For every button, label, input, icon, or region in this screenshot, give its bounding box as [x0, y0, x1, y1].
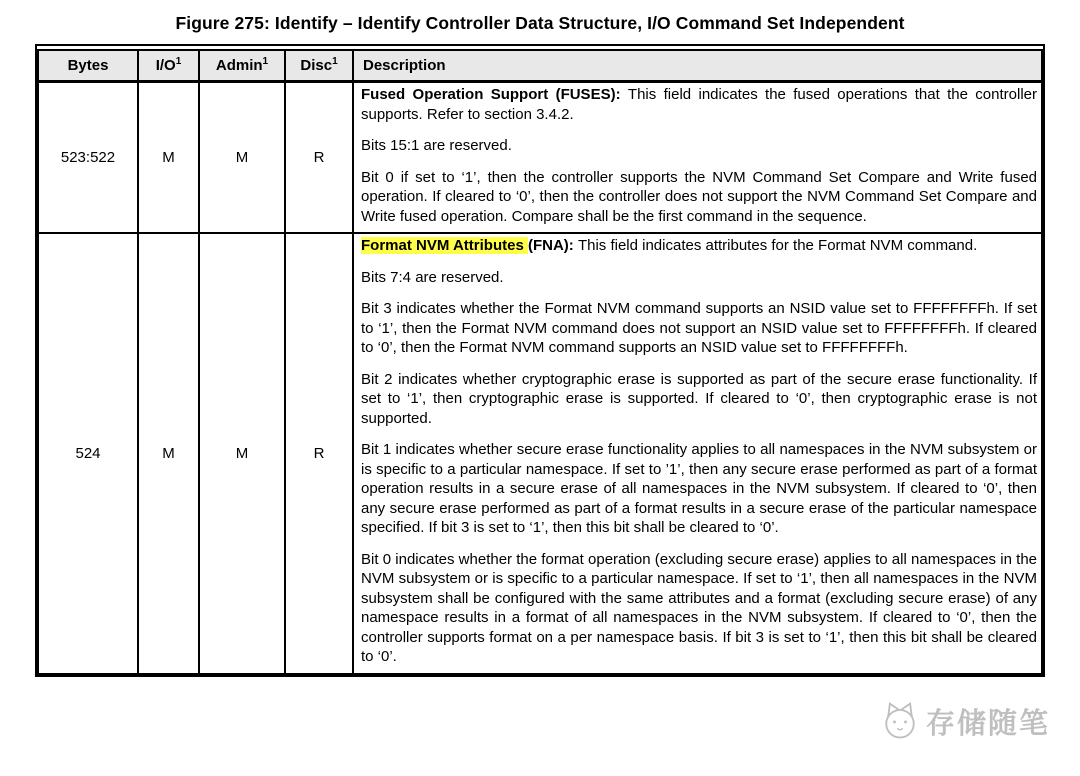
disc-cell: R — [285, 233, 353, 674]
column-header-label: Admin — [215, 57, 263, 74]
disc-cell: R — [285, 82, 353, 234]
column-header-io — [138, 50, 199, 82]
description-text: Bit 0 indicates whether the format operation (excluding secure erase) applies to all namespaces in the NVM subsystem or is specific to a particular namespace. If set to ‘1’, then all namespaces in the NVM subsystem shall be configured with the same attributes and a format (excluding secure erase) of any namespace results in a format of all namespaces in the NVM subsystem. If cleared to ‘0’, then the controller supports format on a per namespace basis. If bit 3 is set to ‘1’, then this bit shall be cleared to ‘0’. — [361, 550, 1037, 665]
highlighted-field-name: Format NVM Attributes — [361, 237, 528, 254]
description-paragraph — [361, 268, 1037, 288]
bytes-cell: 523:522 — [38, 82, 138, 234]
column-header-label: I/O — [155, 57, 176, 74]
description-cell — [353, 82, 1042, 234]
field-name: (FNA): — [527, 237, 578, 254]
description-paragraph — [361, 550, 1037, 667]
column-header-label: Bytes — [67, 57, 109, 74]
description-text: Bit 3 indicates whether the Format NVM command supports an NSID value set to FFFFFFFFh. If set to ‘1’, then the Format NVM command does not support an NSID value set to FFFFFFFFh. If cleared to ‘0’, then the Format NVM command supports an NSID value set to FFFFFFFFh. — [361, 300, 1037, 356]
description-text: Bits 15:1 are reserved. — [361, 137, 512, 154]
description-text: This field indicates attributes for the Format NVM command. — [577, 237, 978, 254]
admin-cell: M — [199, 233, 285, 674]
column-header-bytes — [38, 50, 138, 82]
description-paragraph — [361, 168, 1037, 227]
figure-title: Figure 275: Identify – Identify Controller Data Structure, I/O Command Set Independent — [175, 13, 905, 33]
description-paragraph — [361, 236, 1037, 256]
column-header-admin — [199, 50, 285, 82]
column-header-footnote: 1 — [262, 56, 269, 67]
bytes-cell: 524 — [38, 233, 138, 674]
io-cell: M — [138, 233, 199, 674]
description-text: Bit 0 if set to ‘1’, then the controller supports the NVM Command Set Compare and Write fused operation. If cleared to ‘0’, then the controller does not support the NVM Command Set Compare and Write fused operation. Compare shall be the first command in the sequence. — [361, 168, 1037, 225]
description-text: Bits 7:4 are reserved. — [361, 268, 504, 286]
description-paragraph — [361, 299, 1037, 358]
description-paragraph — [361, 136, 1037, 156]
io-cell: M — [138, 82, 199, 234]
watermark — [878, 694, 1050, 748]
identify-table — [37, 49, 1043, 675]
field-name: Fused Operation Support (FUSES): — [361, 86, 628, 103]
header-row — [38, 50, 1042, 82]
column-header-label: Disc — [300, 57, 333, 74]
description-text: Bit 1 indicates whether secure erase functionality applies to all namespaces in the NVM subsystem or is specific to a particular namespace. If set to ’1’, then any secure erase performed as part of a format operation results in a secure erase of all namespaces in the NVM subsystem. If cleared to ‘0’, then any secure erase performed as part of a format results in a secure erase of the particular namespace specified. If bit 3 is set to ‘1’, then this bit shall be cleared to ‘0’. — [361, 441, 1037, 536]
column-header-description — [353, 50, 1042, 82]
column-header-label: Description — [363, 57, 446, 74]
identify-table-frame — [35, 44, 1045, 677]
description-text: This field indicates the fused operations that the controller supports. Refer to section 3.4.2. — [361, 86, 1037, 123]
table-body — [38, 82, 1042, 674]
watermark-cat-logo-icon — [878, 699, 922, 743]
column-header-footnote: 1 — [175, 56, 182, 67]
watermark-text: 存储随笔 — [926, 707, 1051, 740]
description-cell — [353, 233, 1042, 674]
table-row — [38, 233, 1042, 674]
column-header-footnote: 1 — [332, 56, 338, 67]
admin-cell: M — [199, 82, 285, 234]
description-text: Bit 2 indicates whether cryptographic erase is supported as part of the secure erase functionality. If set to ‘1’, then cryptographic erase is supported. If cleared to ‘0’, then cryptographic erase is not supported. — [361, 370, 1037, 427]
description-paragraph — [361, 440, 1037, 538]
description-paragraph — [361, 85, 1037, 124]
table-row — [38, 82, 1042, 234]
column-header-disc — [285, 50, 353, 82]
description-paragraph — [361, 370, 1037, 429]
